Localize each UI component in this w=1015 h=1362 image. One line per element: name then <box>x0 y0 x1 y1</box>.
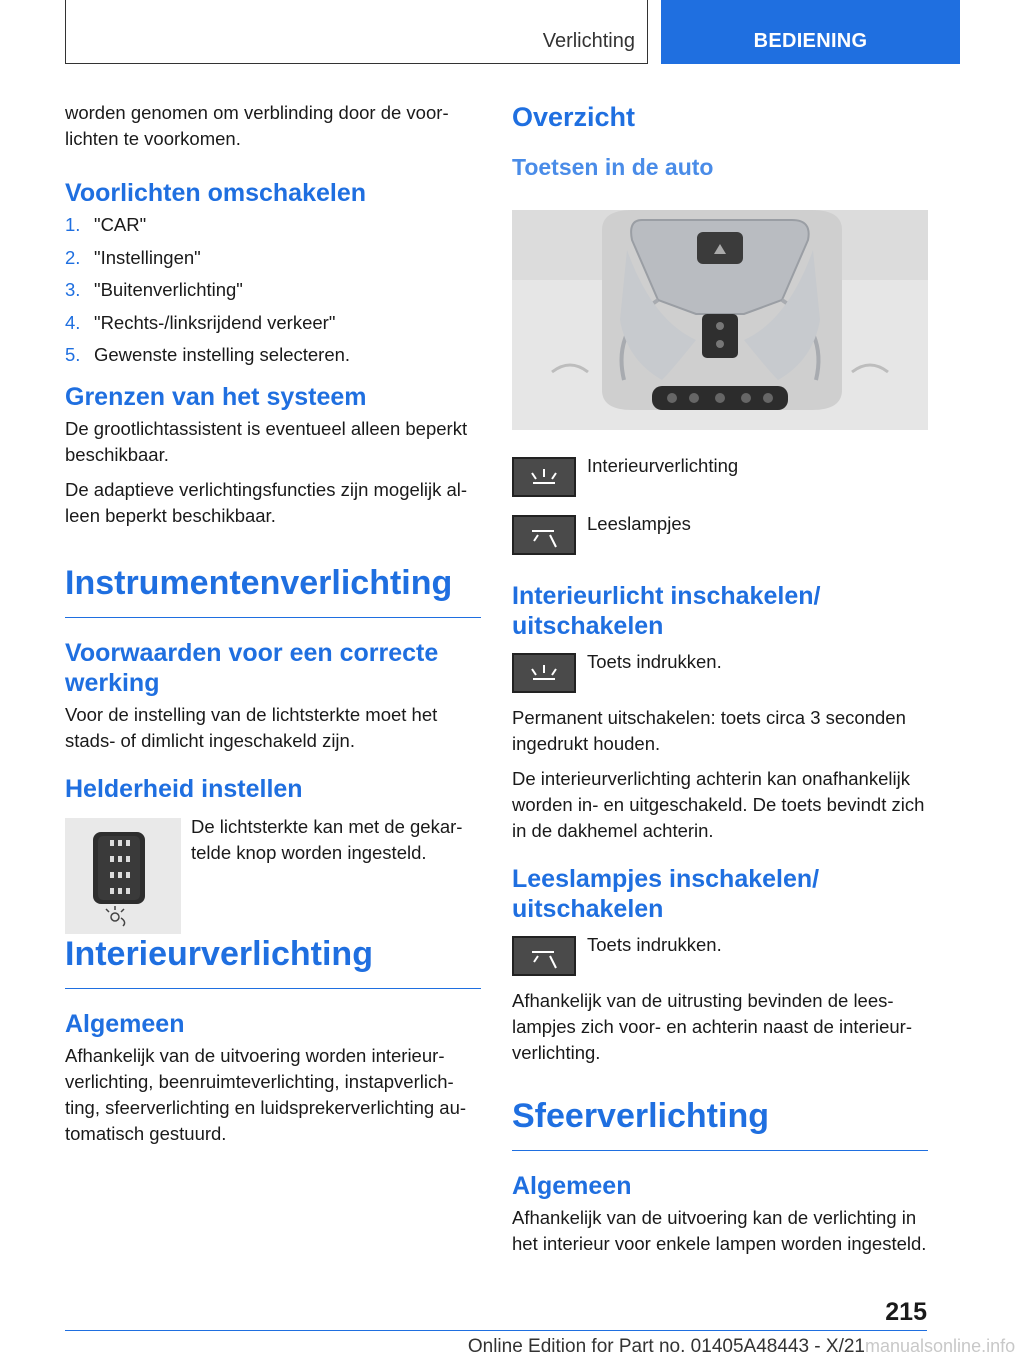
reading-onoff-row <box>512 936 928 976</box>
steps-list <box>65 212 481 368</box>
switch-headlights-title: Voorlichten omschakelen <box>65 179 367 207</box>
legend-reading-label: Leeslampjes <box>587 513 691 534</box>
step-text: "Buitenverlichting" <box>94 279 243 300</box>
buttons-in-car-title: Toetsen in de auto <box>512 154 714 180</box>
step-number: 5. <box>65 344 81 365</box>
list-item <box>65 342 481 368</box>
list-item <box>65 212 481 238</box>
intro-text: worden genomen om verblinding door de voorlichten te voorkomen. <box>65 102 449 149</box>
list-item <box>65 245 481 271</box>
watermark: manualsonline.info <box>865 1336 1015 1356</box>
press-key-text: Toets indrukken. <box>587 934 722 955</box>
overview-title: Overzicht <box>512 102 636 132</box>
ambient-text: Afhankelijk van de uitvoering kan de verlichting in het interieur voor enkele lampen worden ingesteld. <box>512 1207 927 1254</box>
edition-text: Online Edition for Part no. 01405A48443 - X/21 <box>467 1336 865 1357</box>
page-number: 215 <box>885 1298 927 1326</box>
step-number: 2. <box>65 246 81 268</box>
brightness-title: Helderheid instellen <box>65 775 303 803</box>
conditions-text: Voor de instelling van de lichtsterkte moet het stads- of dimlicht ingeschakeld zijn. <box>65 704 438 751</box>
step-text: "Instellingen" <box>94 246 201 268</box>
reading-light-icon <box>512 515 576 555</box>
thumbwheel-dial-icon <box>65 818 181 934</box>
brightness-block <box>65 814 481 866</box>
step-text: Gewenste instelling selecteren. <box>94 344 351 365</box>
header-chapter-title: BEDIENING <box>753 30 868 52</box>
legend-row <box>512 457 928 497</box>
press-key-text: Toets indrukken. <box>587 651 722 672</box>
reading-lights-text: Afhankelijk van de uitrusting bevinden de leeslampjes zich voor- en achterin naast de interieurverlichting. <box>512 990 913 1063</box>
interior-light-icon <box>512 653 576 693</box>
legend-interior-label: Interieurverlichting <box>587 455 739 476</box>
instrument-lighting-heading: Instrumentenverlichting <box>65 563 481 618</box>
interior-onoff-row <box>512 653 928 693</box>
brightness-text: De lichtsterkte kan met de gekartelde knop worden ingesteld. <box>191 816 463 863</box>
step-number: 3. <box>65 279 81 300</box>
system-limits-title: Grenzen van het systeem <box>65 383 367 411</box>
step-text: "CAR" <box>94 214 147 235</box>
general-title: Algemeen <box>65 1010 185 1038</box>
interior-onoff-title: Interieurlicht inschakelen/ uitschakelen <box>512 582 821 640</box>
conditions-title: Voorwaarden voor een correcte werking <box>65 639 439 697</box>
ambient-general-title: Algemeen <box>512 1172 632 1200</box>
system-limits-text-1: De grootlichtassistent is eventueel alleen beperkt beschikbaar. <box>65 418 468 465</box>
reading-light-icon <box>512 936 576 976</box>
general-text: Afhankelijk van de uitvoering worden interieurverlichting, beenruimteverlichting, instapverlichting, sfeerverlichting en luidsprekerverlichting automatisch gestuurd. <box>65 1045 467 1144</box>
list-item <box>65 277 481 303</box>
step-number: 4. <box>65 311 81 333</box>
step-text: "Rechts-/linksrijdend verkeer" <box>94 311 336 333</box>
ambient-lighting-heading: Sfeerverlichting <box>512 1096 928 1151</box>
permanent-off-text: Permanent uitschakelen: toets circa 3 seconden ingedrukt houden. <box>512 707 906 754</box>
left-column <box>65 100 481 1156</box>
right-column <box>512 100 928 1266</box>
header-chapter-tab <box>661 0 960 64</box>
interior-light-icon <box>512 457 576 497</box>
rear-interior-text: De interieurverlichting achterin kan onafhankelijk worden in- en uitgeschakeld. De toets bevindt zich in de dakhemel achterin. <box>512 768 925 841</box>
footer-rule <box>65 1330 927 1331</box>
list-item <box>65 310 481 336</box>
step-number: 1. <box>65 214 81 235</box>
reading-onoff-title: Leeslampjes inschakelen/ uitschakelen <box>512 865 820 923</box>
system-limits-text-2: De adaptieve verlichtingsfuncties zijn mogelijk alleen beperkt beschikbaar. <box>65 479 468 526</box>
header-section-title: Verlichting <box>542 30 635 52</box>
overhead-console-image <box>512 210 928 430</box>
interior-lighting-heading: Interieurverlichting <box>65 906 481 989</box>
legend-row <box>512 515 928 555</box>
